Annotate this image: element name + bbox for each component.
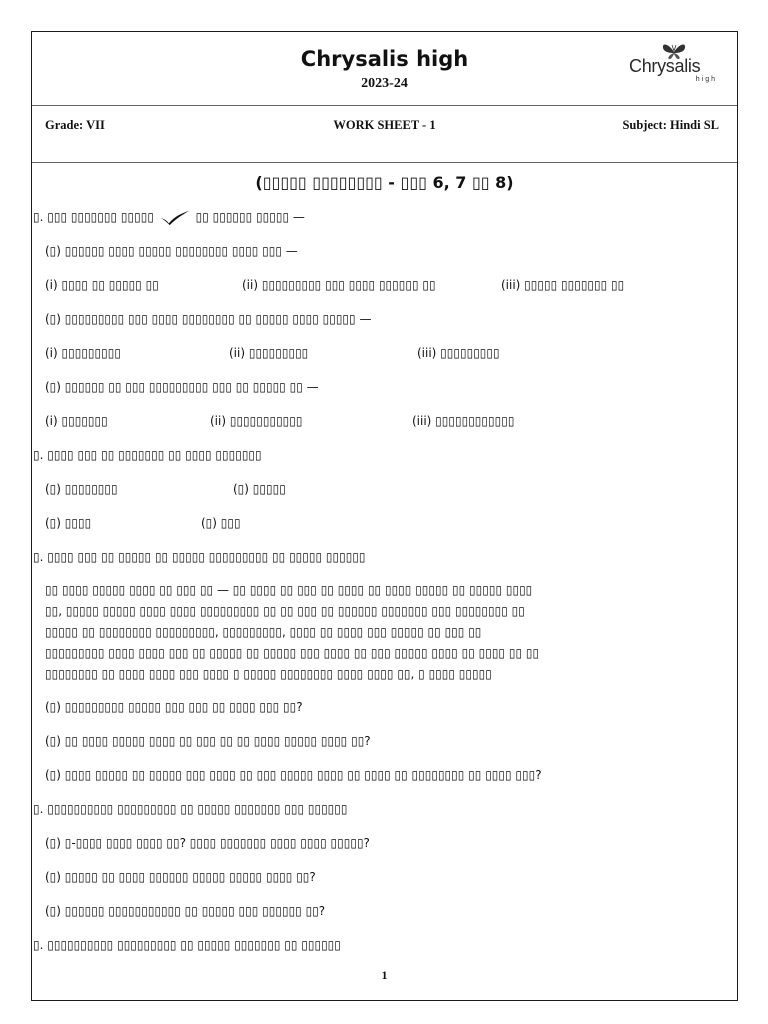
page-number: 1 (381, 968, 388, 982)
question-1-part-c (32, 370, 737, 404)
part-text: ▯▯▯▯▯ ▯▯ ▯▯▯▯ ▯▯▯▯▯▯ ▯▯▯▯▯ ▯▯▯▯▯ ▯▯▯▯ ▯▯? (64, 870, 316, 884)
question-text: ▯▯ ▯▯▯▯▯▯ ▯▯▯▯▯ — (195, 210, 305, 224)
option-item: (i) ▯▯▯▯▯▯▯▯▯ (45, 346, 121, 360)
question-4-sub-a (32, 826, 737, 860)
part-text: ▯-▯▯▯▯ ▯▯▯▯ ▯▯▯▯ ▯▯? ▯▯▯▯ ▯▯▯▯▯▯▯ ▯▯▯▯ ▯▯▯▯ ▯▯▯▯▯? (64, 836, 370, 850)
logo-subtext: high (695, 76, 717, 83)
question-1-part-b (32, 302, 737, 336)
part-label: (▯) (45, 836, 61, 850)
part-text: ▯▯▯▯▯▯▯▯▯ ▯▯▯ ▯▯▯▯ ▯▯▯▯▯▯▯▯ ▯▯ ▯▯▯▯▯ ▯▯▯▯ ▯▯▯▯▯ — (64, 312, 372, 326)
question-2-items-row-1 (32, 472, 737, 506)
school-logo (627, 42, 723, 88)
question-1-part-a (32, 234, 737, 268)
logo-text: Chrysalis (629, 56, 701, 76)
question-3-sub-a (32, 690, 737, 724)
worksheet-body (32, 163, 737, 1000)
question-1-heading (32, 200, 737, 234)
option-item: (i) ▯▯▯▯▯▯▯ (45, 414, 108, 428)
list-item: (▯) ▯▯▯▯▯▯▯▯ (45, 482, 118, 496)
worksheet-title: (▯▯▯▯▯ ▯▯▯▯▯▯▯▯ - ▯▯▯ 6, 7 ▯▯ 8) (255, 173, 514, 192)
question-number: ▯. (33, 550, 44, 564)
question-text: ▯▯▯▯▯▯▯▯▯▯ ▯▯▯▯▯▯▯▯▯ ▯▯ ▯▯▯▯▯ ▯▯▯▯▯▯▯ ▯▯▯ ▯▯▯▯▯▯ (47, 802, 348, 816)
part-text: ▯▯ ▯▯▯▯ ▯▯▯▯▯ ▯▯▯▯ ▯▯ ▯▯▯ ▯▯ ▯▯ ▯▯▯▯ ▯▯▯▯▯ ▯▯▯▯ ▯▯? (64, 734, 371, 748)
question-number: ▯. (33, 448, 44, 462)
academic-year: 2023-24 (361, 76, 408, 91)
question-number: ▯. (33, 802, 44, 816)
question-5-heading (32, 928, 737, 962)
question-4-heading (32, 792, 737, 826)
question-3-sub-c (32, 758, 737, 792)
question-text: ▯▯▯▯ ▯▯▯ ▯▯ ▯▯▯▯▯ ▯▯ ▯▯▯▯▯ ▯▯▯▯▯▯▯▯▯ ▯▯ ▯▯▯▯▯ ▯▯▯▯▯▯ (47, 550, 366, 564)
option-item: (i) ▯▯▯▯ ▯▯ ▯▯▯▯▯ ▯▯ (45, 278, 159, 292)
tick-mark-icon (160, 210, 190, 226)
question-number: ▯. (33, 938, 44, 952)
part-text: ▯▯▯▯▯▯ ▯▯▯▯▯▯▯▯▯▯▯ ▯▯ ▯▯▯▯▯ ▯▯▯ ▯▯▯▯▯▯ ▯▯? (64, 904, 326, 918)
part-label: (▯) (45, 244, 61, 258)
question-3-heading (32, 540, 737, 574)
part-label: (▯) (45, 734, 61, 748)
question-3-sub-b (32, 724, 737, 758)
list-item: (▯) ▯▯▯▯▯ (233, 482, 286, 496)
part-label: (▯) (45, 700, 61, 714)
question-2-items-row-2 (32, 506, 737, 540)
part-label: (▯) (45, 312, 61, 326)
part-label: (▯) (45, 768, 61, 782)
worksheet-label: WORK SHEET - 1 (333, 118, 436, 132)
option-item: (iii) ▯▯▯▯▯▯▯▯▯▯▯▯ (412, 414, 515, 428)
question-number: ▯. (33, 210, 44, 224)
grade-label: Grade: VII (45, 118, 105, 132)
question-4-sub-c (32, 894, 737, 928)
question-4-sub-b (32, 860, 737, 894)
worksheet-info-row (32, 106, 737, 163)
question-1-part-a-options (32, 268, 737, 302)
passage-line: ▯▯▯▯▯▯▯▯▯ ▯▯▯▯ ▯▯▯▯ ▯▯▯ ▯▯ ▯▯▯▯▯ ▯▯ ▯▯▯▯▯ ▯▯▯ ▯▯▯▯ ▯▯ ▯▯▯ ▯▯▯▯▯ ▯▯▯▯ ▯▯ ▯▯▯▯ ▯▯ ▯▯ (45, 646, 540, 660)
passage-line: ▯▯, ▯▯▯▯▯ ▯▯▯▯▯ ▯▯▯▯ ▯▯▯▯ ▯▯▯▯▯▯▯▯▯ ▯▯ ▯▯ ▯▯▯ ▯▯ ▯▯▯▯▯▯ ▯▯▯▯▯▯▯ ▯▯▯ ▯▯▯▯▯▯▯▯ ▯▯ (45, 604, 525, 618)
question-text: ▯▯▯▯▯▯▯▯▯▯ ▯▯▯▯▯▯▯▯▯ ▯▯ ▯▯▯▯▯ ▯▯▯▯▯▯▯ ▯▯ ▯▯▯▯▯▯ (47, 938, 341, 952)
part-text: ▯▯▯▯ ▯▯▯▯▯ ▯▯ ▯▯▯▯▯ ▯▯▯ ▯▯▯▯ ▯▯ ▯▯▯ ▯▯▯▯▯ ▯▯▯▯ ▯▯ ▯▯▯▯ ▯▯ ▯▯▯▯▯▯▯▯ ▯▯ ▯▯▯▯ ▯▯▯? (64, 768, 542, 782)
passage-line: ▯▯▯▯▯▯▯▯ ▯▯ ▯▯▯▯ ▯▯▯▯ ▯▯▯ ▯▯▯▯ ▯ ▯▯▯▯▯ ▯▯▯▯▯▯▯▯ ▯▯▯▯ ▯▯▯▯ ▯▯, ▯ ▯▯▯▯ ▯▯▯▯▯ (45, 667, 492, 681)
part-text: ▯▯▯▯▯▯▯▯▯ ▯▯▯▯▯ ▯▯▯ ▯▯▯ ▯▯ ▯▯▯▯ ▯▯▯ ▯▯? (64, 700, 303, 714)
subject-label: Subject: Hindi SL (622, 118, 719, 132)
part-text: ▯▯▯▯▯▯ ▯▯ ▯▯▯ ▯▯▯▯▯▯▯▯▯ ▯▯▯ ▯▯ ▯▯▯▯▯ ▯▯ — (64, 380, 319, 394)
option-item: (ii) ▯▯▯▯▯▯▯▯▯▯▯ (210, 414, 303, 428)
part-text: ▯▯▯▯▯▯ ▯▯▯▯ ▯▯▯▯▯ ▯▯▯▯▯▯▯▯ ▯▯▯▯ ▯▯▯ — (64, 244, 298, 258)
part-label: (▯) (45, 904, 61, 918)
question-1-part-b-options (32, 336, 737, 370)
question-1-part-c-options (32, 404, 737, 438)
reading-passage (32, 574, 737, 690)
worksheet-title-row (32, 166, 737, 200)
worksheet-header (32, 32, 737, 106)
list-item: (▯) ▯▯▯▯ (45, 516, 92, 530)
school-name: Chrysalis high (300, 47, 469, 71)
question-text: ▯▯▯▯ ▯▯▯ ▯▯ ▯▯▯▯▯▯▯ ▯▯ ▯▯▯▯ ▯▯▯▯▯▯▯ (47, 448, 262, 462)
option-item: (iii) ▯▯▯▯▯▯▯▯▯ (417, 346, 500, 360)
part-label: (▯) (45, 380, 61, 394)
question-2-heading (32, 438, 737, 472)
passage-line: ▯▯▯▯▯ ▯▯ ▯▯▯▯▯▯▯▯ ▯▯▯▯▯▯▯▯▯, ▯▯▯▯▯▯▯▯▯, ▯▯▯▯ ▯▯ ▯▯▯▯ ▯▯▯ ▯▯▯▯▯ ▯▯ ▯▯▯ ▯▯ (45, 625, 482, 639)
list-item: (▯) ▯▯▯ (201, 516, 241, 530)
question-text: ▯▯▯ ▯▯▯▯▯▯▯ ▯▯▯▯▯ (47, 210, 154, 224)
option-item: (ii) ▯▯▯▯▯▯▯▯▯ (229, 346, 309, 360)
worksheet-frame (31, 31, 738, 1001)
part-label: (▯) (45, 870, 61, 884)
passage-line: ▯▯ ▯▯▯▯ ▯▯▯▯▯ ▯▯▯▯ ▯▯ ▯▯▯ ▯▯ — ▯▯ ▯▯▯▯ ▯▯ ▯▯▯ ▯▯ ▯▯▯▯ ▯▯ ▯▯▯▯ ▯▯▯▯▯ ▯▯ ▯▯▯▯▯ ▯▯▯▯ (45, 583, 533, 597)
option-item: (iii) ▯▯▯▯▯ ▯▯▯▯▯▯▯ ▯▯ (501, 278, 625, 292)
option-item: (ii) ▯▯▯▯▯▯▯▯▯ ▯▯▯ ▯▯▯▯ ▯▯▯▯▯▯ ▯▯ (242, 278, 436, 292)
